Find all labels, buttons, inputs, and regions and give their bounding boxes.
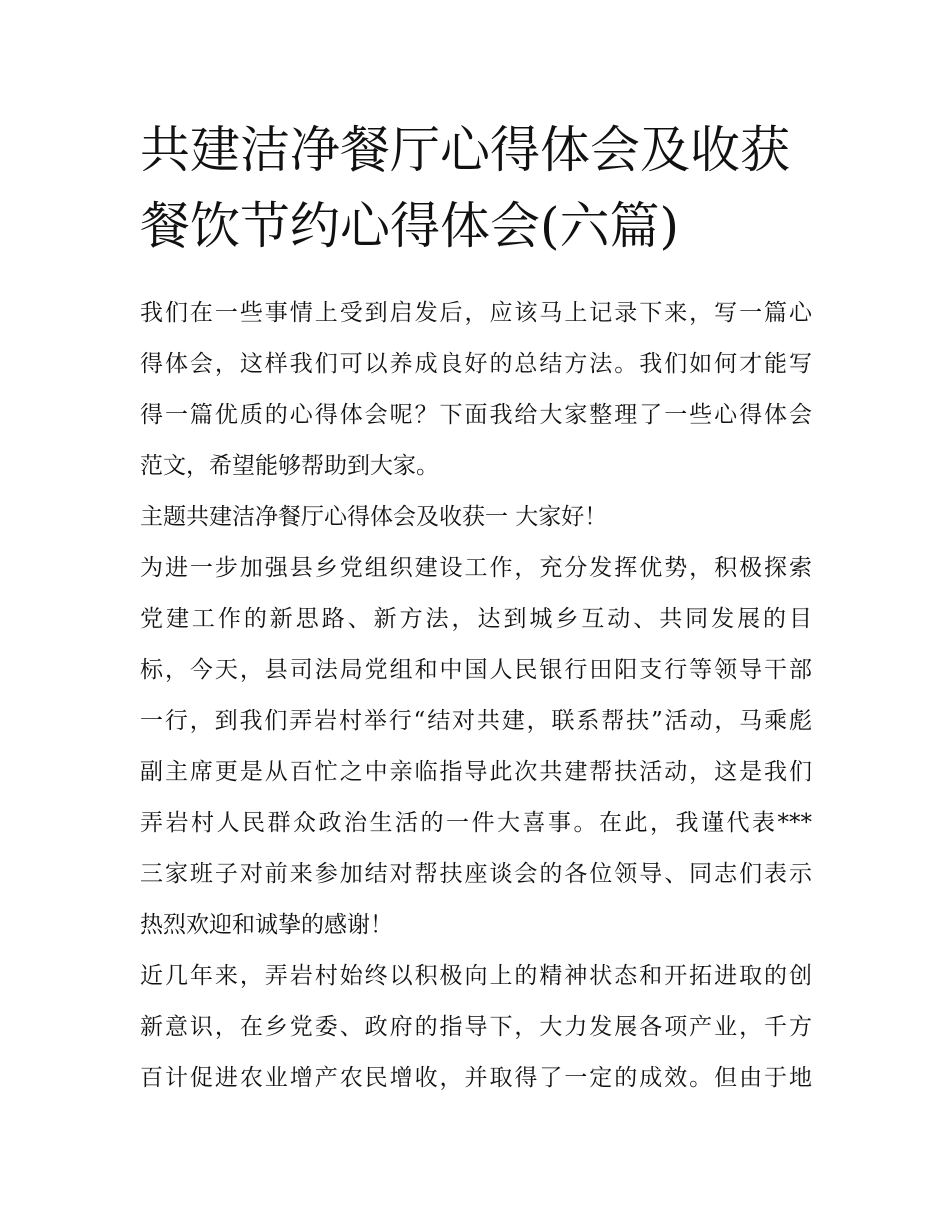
text-line: 弄岩村人民群众政治生活的一件大喜事。在此，我谨代表***	[140, 810, 812, 836]
paragraph-speech	[140, 543, 812, 951]
text-line: 标，今天，县司法局党组和中国人民银行田阳支行等领导干部	[140, 657, 812, 683]
text-line: 党建工作的新思路、新方法，达到城乡互动、共同发展的目	[140, 606, 812, 632]
paragraph-intro	[140, 288, 812, 492]
text-line: 近几年来，弄岩村始终以积极向上的精神状态和开拓进取的创	[140, 963, 812, 989]
text-line: 我们在一些事情上受到启发后，应该马上记录下来，写一篇心	[140, 300, 812, 326]
text-line: 热烈欢迎和诚挚的感谢！	[140, 912, 393, 938]
title-line-1: 共建洁净餐厅心得体会及收获	[140, 121, 790, 179]
text-line: 副主席更是从百忙之中亲临指导此次共建帮扶活动，这是我们	[140, 759, 812, 785]
document-page	[140, 112, 812, 1104]
paragraph-progress	[140, 951, 812, 1104]
text-line: 主题共建洁净餐厅心得体会及收获一 大家好！	[140, 504, 608, 530]
text-line: 百计促进农业增产农民增收，并取得了一定的成效。但由于地	[140, 1065, 812, 1091]
paragraph-heading	[140, 492, 812, 543]
document-title	[140, 112, 812, 264]
document-body	[140, 288, 812, 1104]
text-line: 得体会，这样我们可以养成良好的总结方法。我们如何才能写	[140, 351, 812, 377]
text-line: 一行，到我们弄岩村举行“结对共建，联系帮扶”活动，马乘彪	[140, 708, 812, 734]
text-line: 新意识，在乡党委、政府的指导下，大力发展各项产业，千方	[140, 1014, 812, 1040]
title-line-2: 餐饮节约心得体会(六篇)	[140, 197, 680, 255]
text-line: 范文，希望能够帮助到大家。	[140, 453, 439, 479]
text-line: 为进一步加强县乡党组织建设工作，充分发挥优势，积极探索	[140, 555, 812, 581]
text-line: 三家班子对前来参加结对帮扶座谈会的各位领导、同志们表示	[140, 861, 812, 887]
text-line: 得一篇优质的心得体会呢？下面我给大家整理了一些心得体会	[140, 402, 812, 428]
